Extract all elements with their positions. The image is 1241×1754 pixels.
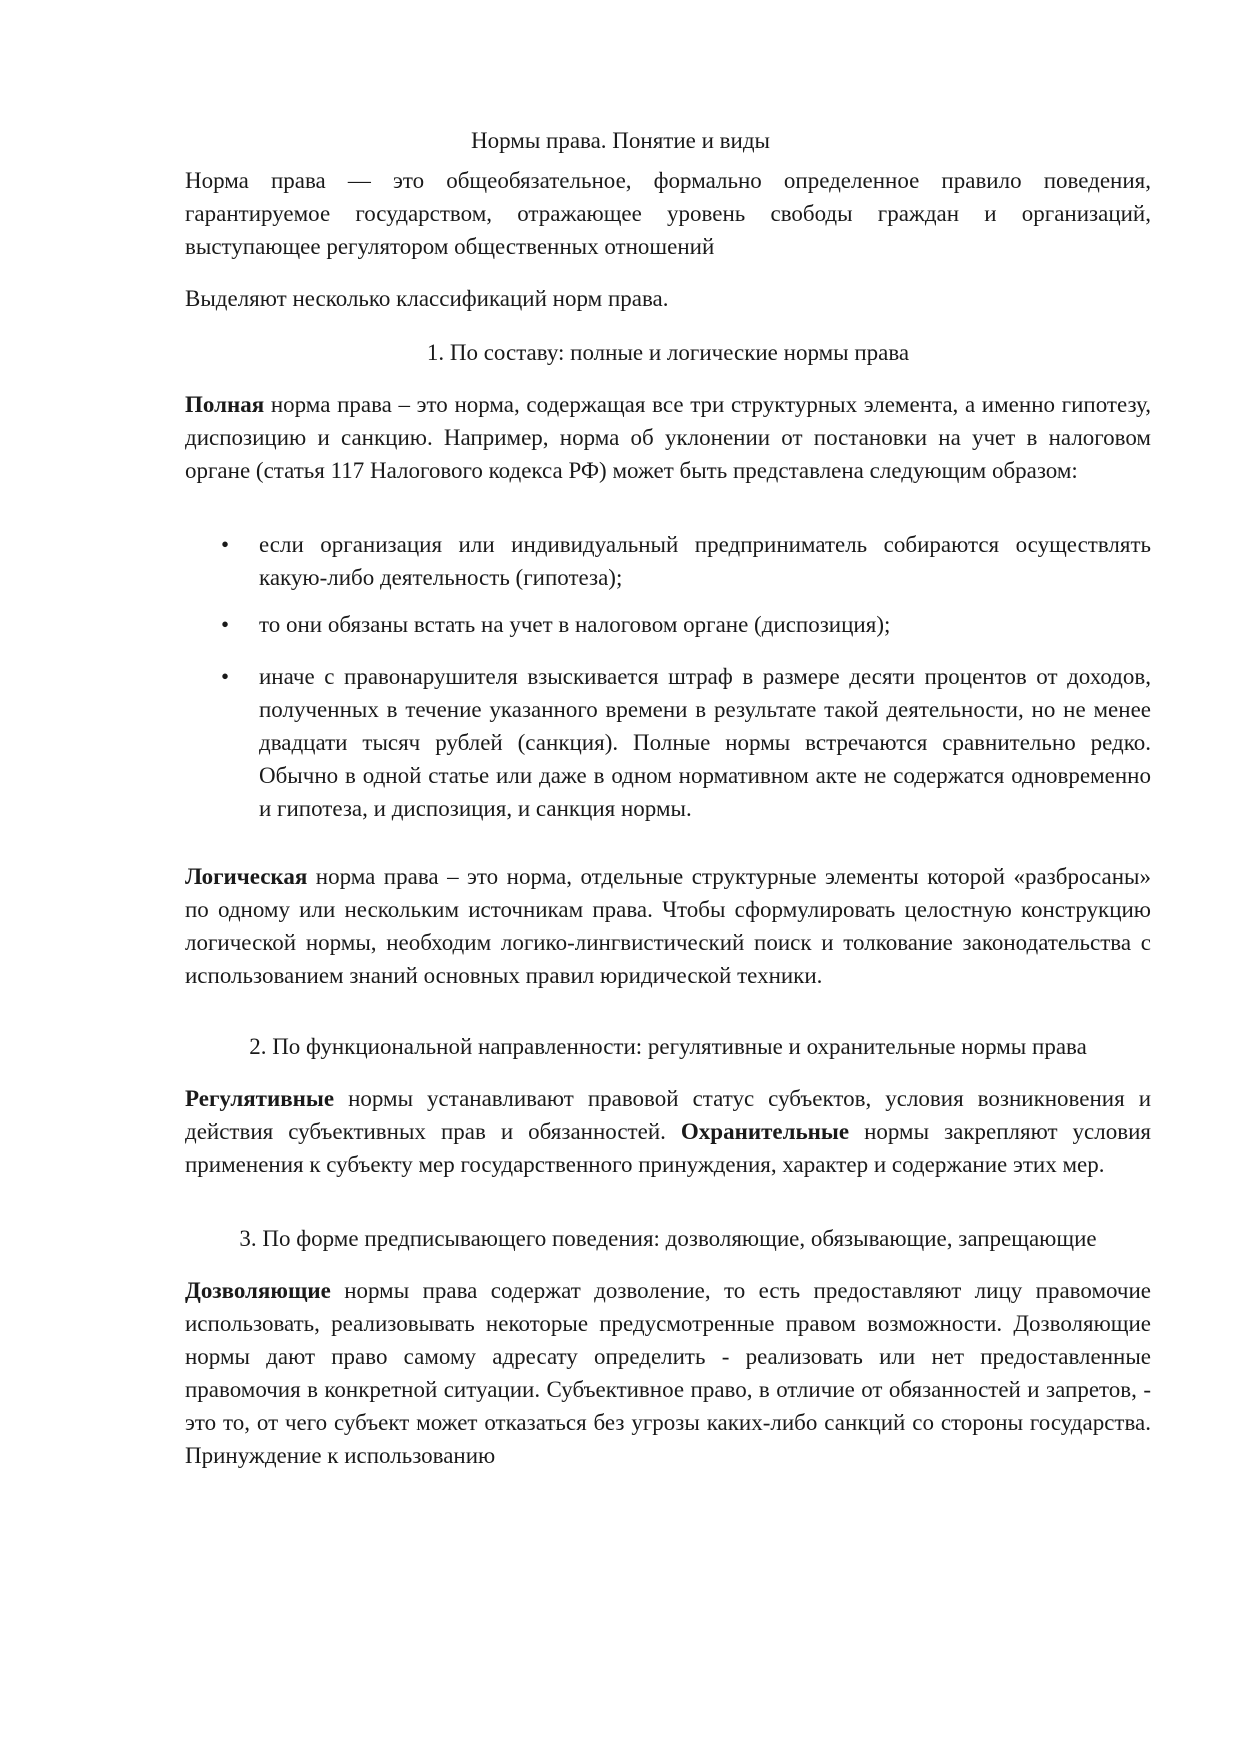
full-norm-paragraph — [185, 388, 1151, 487]
bullet-icon: • — [221, 532, 230, 557]
intro-paragraph: Норма права — это общеобязательное, формально определенное правило поведения, гарантируемое государством, отражающее уровень свободы граждан и организаций, выступающее регулятором общественных отношений — [185, 168, 1151, 259]
document-title: Нормы права. Понятие и виды — [471, 128, 770, 153]
logical-norm-text: норма права – это норма, отдельные структурные элементы которой «разбросаны» по одному или нескольким источникам права. Чтобы сформулировать целостную конструкцию логической нормы, необходим логико-лингвистический поиск и толкование законодательства с использованием знаний основных правил юридической техники. — [185, 864, 1151, 988]
section-1-heading: 1. По составу: полные и логические нормы права — [426, 340, 910, 365]
logical-norm-term: Логическая — [185, 864, 308, 889]
protective-text: нормы закрепляют условия применения к субъекту мер государственного принуждения, характер и содержание этих мер. — [185, 1119, 1151, 1177]
permissive-term: Дозволяющие — [185, 1278, 331, 1303]
section-2-heading: 2. По функциональной направленности: регулятивные и охранительные нормы права — [249, 1034, 1087, 1059]
section-3-heading: 3. По форме предписывающего поведения: дозволяющие, обязывающие, запрещающие — [239, 1226, 1097, 1251]
bullet-icon: • — [221, 664, 230, 689]
permissive-text: нормы права содержат дозволение, то есть предоставляют лицу правомочие использовать, реализовывать некоторые предусмотренные правом возможности. Дозволяющие нормы дают право самому адресату определить - реализовать или нет предоставленные правомочия в конкретной ситуации. Субъективное право, в отличие от обязанностей и запретов, - это то, от чего субъект может отказаться без угрозы каких-либо санкций со стороны государства. Принуждение к использованию — [185, 1278, 1151, 1468]
protective-term: Охранительные — [680, 1119, 850, 1144]
regulative-protective-paragraph — [185, 1082, 1151, 1181]
list-item-text: то они обязаны встать на учет в налоговом органе (диспозиция); — [259, 612, 891, 637]
regulative-term: Регулятивные — [185, 1086, 335, 1111]
full-norm-term: Полная — [185, 392, 265, 417]
bullet-icon: • — [221, 612, 230, 637]
logical-norm-paragraph — [185, 860, 1151, 992]
classifications-intro: Выделяют несколько классификаций норм права. — [185, 286, 669, 311]
list-item-text: иначе с правонарушителя взыскивается штраф в размере десяти процентов от доходов, полученных в течение указанного времени в результате такой деятельности, но не менее двадцати тысяч рублей (санкция). Полные нормы встречаются сравнительно редко. Обычно в одной статье или даже в одном нормативном акте не содержатся одновременно и гипотеза, и диспозиция, и санкция нормы. — [259, 664, 1151, 821]
list-item-text: если организация или индивидуальный предприниматель собираются осуществлять какую-либо деятельность (гипотеза); — [259, 532, 1151, 590]
regulative-text: нормы устанавливают правовой статус субъектов, условия возникновения и действия субъективных прав и обязанностей. — [185, 1086, 1151, 1144]
full-norm-text: норма права – это норма, содержащая все три структурных элемента, а именно гипотезу, диспозицию и санкцию. Например, норма об уклонении от постановки на учет в налоговом органе (статья 117 Налогового кодекса РФ) может быть представлена следующим образом: — [185, 392, 1151, 483]
permissive-norm-paragraph — [185, 1274, 1151, 1472]
